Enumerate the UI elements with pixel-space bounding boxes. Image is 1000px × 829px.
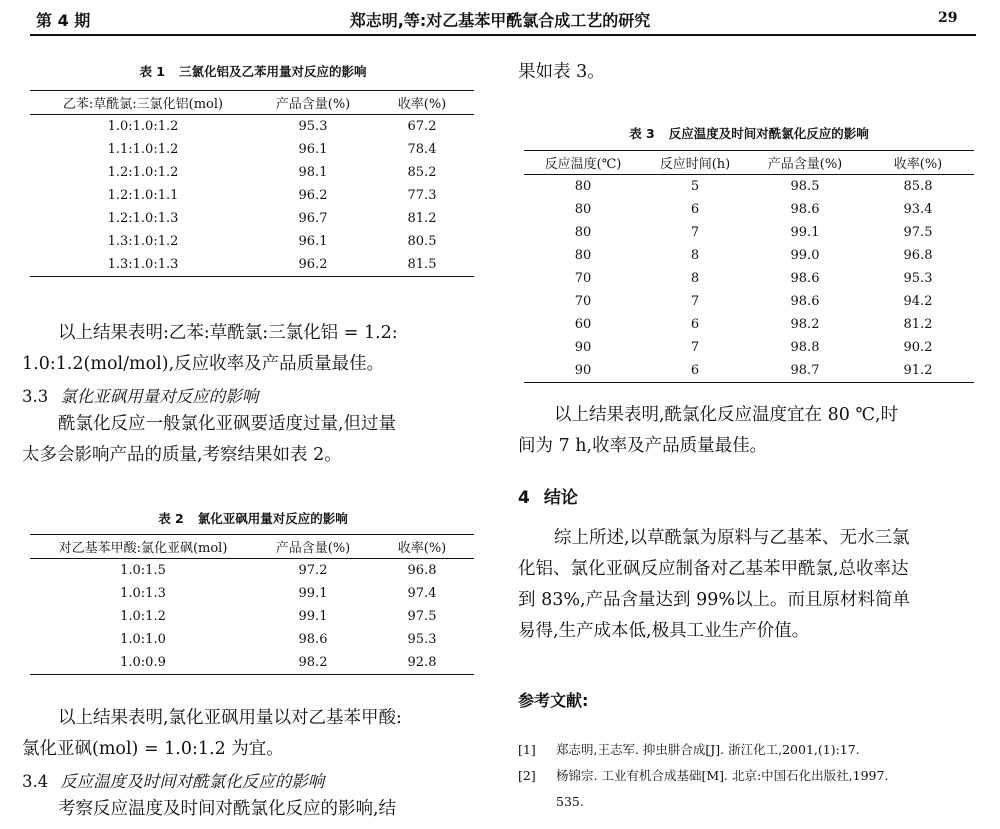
table-cell: 96.2 <box>256 253 370 277</box>
table-cell: 81.5 <box>370 253 474 277</box>
table1-caption <box>22 62 484 80</box>
table-row <box>30 605 474 628</box>
table3-header-cell: 收率(%) <box>862 151 974 175</box>
paragraph-table3-intro-continued <box>518 57 605 88</box>
table-cell: 98.1 <box>298 165 328 180</box>
table-cell: 99.1 <box>298 586 328 601</box>
table-cell: 1.1:1.0:1.2 <box>107 142 179 157</box>
table-row <box>30 651 474 675</box>
table-cell: 80 <box>574 202 592 217</box>
table-cell: 96.8 <box>407 563 437 578</box>
para6-line1: 综上所述,以草酰氯为原料与乙基苯、无水三氯 <box>554 528 910 548</box>
table-row <box>30 161 474 184</box>
section-4-title: 结论 <box>543 488 578 508</box>
table-cell: 98.6 <box>790 271 820 286</box>
reference-1 <box>518 737 860 763</box>
para4-line1: 考察反应温度及时间对酰氯化反应的影响,结 <box>58 799 397 819</box>
table-row <box>524 336 974 359</box>
table2-caption <box>22 509 484 527</box>
table-row <box>524 244 974 267</box>
paragraph-table2-result <box>22 703 402 765</box>
reference-2-number: [2] <box>518 768 536 783</box>
table-cell: 8 <box>690 248 700 263</box>
table-cell: 98.7 <box>748 359 862 383</box>
right-top-line1: 果如表 3。 <box>518 62 605 82</box>
table-cell: 92.8 <box>370 651 474 675</box>
table-row <box>524 290 974 313</box>
para5-line1: 以上结果表明,酰氯化反应温度宜在 80 ℃,时 <box>554 405 899 425</box>
reference-2-text: 杨锦宗. 工业有机合成基础[M]. 北京:中国石化出版社,1997. <box>556 768 889 783</box>
table-cell: 60 <box>574 317 592 332</box>
table-cell: 99.1 <box>298 609 328 624</box>
issue-number: 第 4 期 <box>36 11 91 30</box>
section-4-number: 4 <box>518 488 530 508</box>
reference-1-number: [1] <box>518 742 536 757</box>
table2 <box>30 534 474 675</box>
table-row <box>30 184 474 207</box>
table-row <box>524 198 974 221</box>
para2-line1: 酰氯化反应一般氯化亚砜要适度过量,但过量 <box>58 414 397 434</box>
table-cell: 1.2:1.0:1.2 <box>107 165 179 180</box>
table-cell: 97.5 <box>407 609 437 624</box>
table-cell: 7 <box>690 225 700 240</box>
table-cell: 98.8 <box>790 340 820 355</box>
table-cell: 98.2 <box>790 317 820 332</box>
table-row <box>30 253 474 277</box>
table-cell: 1.0:1.2 <box>120 609 166 624</box>
reference-1-text: 郑志明,王志军. 抑虫肼合成[J]. 浙江化工,2001,(1):17. <box>556 742 860 757</box>
table2-header-cell: 产品含量(%) <box>256 535 370 559</box>
table-cell: 5 <box>690 179 700 194</box>
table-cell: 95.3 <box>298 119 328 134</box>
table-cell: 1.0:1.0 <box>120 632 166 647</box>
paragraph-table3-result <box>518 400 898 462</box>
table-cell: 96.7 <box>298 211 328 226</box>
table-cell: 97.2 <box>298 563 328 578</box>
para1-line1: 以上结果表明:乙苯:草酰氯:三氯化铝 = 1.2: <box>58 323 398 343</box>
para1-line2: 1.0:1.2(mol/mol),反应收率及产品质量最佳。 <box>22 354 385 374</box>
table2-label: 表 2 <box>158 511 184 526</box>
table-cell: 97.4 <box>407 586 437 601</box>
paragraph-table1-result <box>22 318 398 380</box>
table-cell: 80.5 <box>407 234 437 249</box>
table3-label: 表 3 <box>629 126 655 141</box>
paragraph-conclusion <box>518 523 910 647</box>
table3 <box>524 150 974 383</box>
table-cell: 1.0:1.3 <box>120 586 166 601</box>
table-cell: 67.2 <box>407 119 437 134</box>
para6-line3: 到 83%,产品含量达到 99%以上。而且原材料简单 <box>518 590 910 610</box>
table-cell: 8 <box>690 271 700 286</box>
table-cell: 94.2 <box>903 294 933 309</box>
table-cell: 80 <box>574 225 592 240</box>
table-cell: 85.8 <box>903 179 933 194</box>
references-heading: 参考文献: <box>518 691 589 710</box>
table-cell: 1.2:1.0:1.3 <box>107 211 179 226</box>
table-row <box>524 221 974 244</box>
paragraph-temperature-intro <box>22 794 396 825</box>
table-cell: 7 <box>690 340 700 355</box>
table-cell: 95.3 <box>903 271 933 286</box>
para3-line1: 以上结果表明,氯化亚砜用量以对乙基苯甲酸: <box>58 708 402 728</box>
table1-header-cell: 产品含量(%) <box>256 91 370 115</box>
table3-caption <box>518 124 980 142</box>
reference-2-text-cont: 535. <box>556 794 584 809</box>
table-cell: 6 <box>690 202 700 217</box>
table-cell: 70 <box>574 294 592 309</box>
page-number: 29 <box>938 10 958 26</box>
table-cell: 99.0 <box>790 248 820 263</box>
paragraph-thionyl-intro <box>22 409 396 471</box>
table3-header-cell: 反应时间(h) <box>642 151 748 175</box>
table-cell: 95.3 <box>407 632 437 647</box>
para3-line2: 氯化亚砜(mol) = 1.0:1.2 为宜。 <box>22 739 284 759</box>
table-cell: 1.3:1.0:1.3 <box>30 253 256 277</box>
table-row <box>30 582 474 605</box>
table1-title: 三氯化铝及乙苯用量对反应的影响 <box>179 64 367 79</box>
section-4-heading <box>518 483 578 508</box>
table-row <box>30 207 474 230</box>
section-3-3-heading <box>22 383 258 407</box>
table1-header-cell: 乙苯:草酰氯:三氯化铝(mol) <box>30 91 256 115</box>
table-cell: 77.3 <box>407 188 437 203</box>
para6-line2: 化铝、氯化亚砜反应制备对乙基苯甲酰氯,总收率达 <box>518 559 909 579</box>
table2-header-cell: 收率(%) <box>370 535 474 559</box>
para2-line2: 太多会影响产品的质量,考察结果如表 2。 <box>22 445 342 465</box>
section-3-4-heading <box>22 768 324 792</box>
table-cell: 7 <box>690 294 700 309</box>
table-cell: 98.6 <box>790 202 820 217</box>
table-row <box>30 559 474 583</box>
page-header <box>0 0 1000 40</box>
table-cell: 80 <box>574 179 592 194</box>
section-3-3-title: 氯化亚砜用量对反应的影响 <box>60 387 259 406</box>
table-row <box>524 267 974 290</box>
table-cell: 90 <box>524 359 642 383</box>
table1-header-cell: 收率(%) <box>370 91 474 115</box>
table-cell: 70 <box>574 271 592 286</box>
table1 <box>30 90 474 277</box>
table-cell: 98.6 <box>790 294 820 309</box>
table-cell: 78.4 <box>407 142 437 157</box>
table-cell: 81.2 <box>903 317 933 332</box>
section-3-3-number: 3.3 <box>22 387 49 406</box>
table-cell: 96.2 <box>298 188 328 203</box>
table-cell: 6 <box>642 359 748 383</box>
table-row <box>30 628 474 651</box>
table-row <box>524 313 974 336</box>
table-cell: 6 <box>690 317 700 332</box>
table-cell: 98.5 <box>790 179 820 194</box>
table-cell: 80 <box>574 248 592 263</box>
table-cell: 1.0:1.0:1.2 <box>107 119 179 134</box>
table-cell: 99.1 <box>790 225 820 240</box>
section-3-4-title: 反应温度及时间对酰氯化反应的影响 <box>60 772 325 791</box>
table-row <box>524 359 974 383</box>
table-cell: 91.2 <box>862 359 974 383</box>
table2-header-cell: 对乙基苯甲酸:氯化亚砜(mol) <box>30 535 256 559</box>
table-cell: 98.6 <box>298 632 328 647</box>
table-cell: 1.2:1.0:1.1 <box>107 188 179 203</box>
para6-line4: 易得,生产成本低,极具工业生产价值。 <box>518 621 810 641</box>
table-cell: 85.2 <box>407 165 437 180</box>
table-row <box>30 230 474 253</box>
table-cell: 98.2 <box>256 651 370 675</box>
table-cell: 81.2 <box>407 211 437 226</box>
section-3-4-number: 3.4 <box>22 772 49 791</box>
table3-header-cell: 产品含量(%) <box>748 151 862 175</box>
table-row <box>524 175 974 199</box>
table-cell: 1.0:0.9 <box>30 651 256 675</box>
table-cell: 96.1 <box>298 142 328 157</box>
table1-label: 表 1 <box>139 64 166 79</box>
table-row <box>30 138 474 161</box>
running-title: 郑志明,等:对乙基苯甲酰氯合成工艺的研究 <box>349 11 651 30</box>
table2-title: 氯化亚砜用量对反应的影响 <box>197 511 348 526</box>
header-rule <box>30 34 976 36</box>
para5-line2: 间为 7 h,收率及产品质量最佳。 <box>518 436 768 456</box>
table-cell: 90 <box>574 340 592 355</box>
table3-header-cell: 反应温度(℃) <box>524 151 642 175</box>
table-cell: 96.1 <box>298 234 328 249</box>
table-cell: 97.5 <box>903 225 933 240</box>
table-cell: 90.2 <box>903 340 933 355</box>
table3-title: 反应温度及时间对酰氯化反应的影响 <box>668 126 869 141</box>
table-cell: 93.4 <box>903 202 933 217</box>
table-cell: 1.0:1.5 <box>120 563 166 578</box>
table-row <box>30 115 474 139</box>
table-cell: 1.3:1.0:1.2 <box>107 234 179 249</box>
reference-2 <box>518 763 888 815</box>
table-cell: 96.8 <box>903 248 933 263</box>
